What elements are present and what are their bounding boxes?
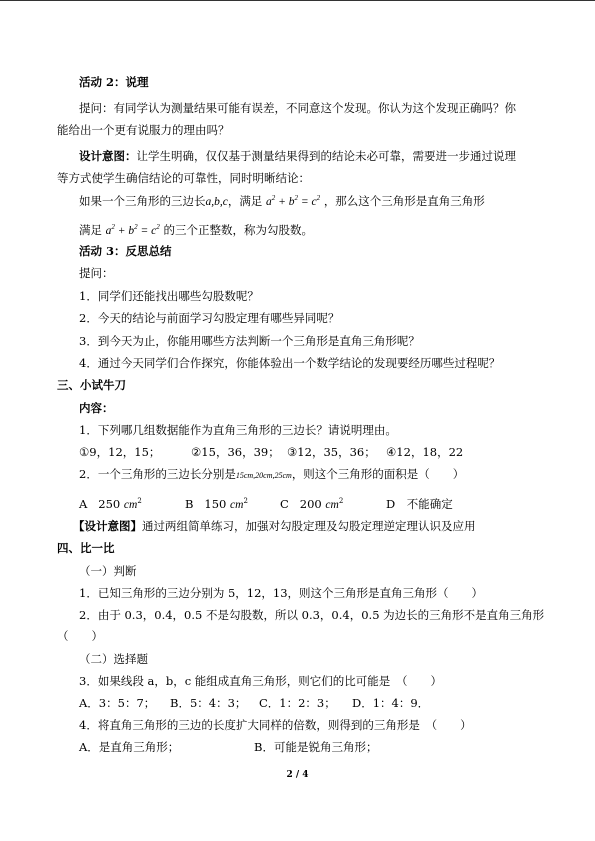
triangle-sides-vars: a,b,c xyxy=(205,196,228,208)
activity2-definition: 满足 $a^2 + b^2 = c^2$ 的三个正整数，称为勾股数。 xyxy=(79,223,313,237)
page-number: 2 / 4 xyxy=(286,770,309,780)
activity2-question-line1: 提问：有同学认为测量结果可能有误差，不同意这个发现。你认为这个发现正确吗？你 xyxy=(79,101,516,115)
c3-option-a: A．3：5：7； xyxy=(79,696,156,710)
c3-option-b: B．5：4：3； xyxy=(170,696,247,710)
section3-q1-options xyxy=(79,444,499,460)
activity3-title: 活动 3：反思总结 xyxy=(79,244,172,258)
section4-part2-title: （二）选择题 xyxy=(79,652,148,666)
activity3-item-4: 4．通过今天同学们合作探究，你能体验出一个数学结论的发现要经历哪些过程呢？ xyxy=(79,356,501,370)
q1-option-4: ④12，18，22 xyxy=(386,445,464,459)
judge-question-2-line1: 2．由于 0.3，0.4，0.5 不是勾股数，所以 0.3，0.4，0.5 为边长的三角形不是直角三角形 xyxy=(79,608,545,622)
section3-question-1: 1．下列哪几组数据能作为直角三角形的三边长？请说明理由。 xyxy=(79,423,397,437)
q2-option-a: A 250 $cm^2$ xyxy=(79,497,142,511)
c3-option-c: C．1：2：3； xyxy=(259,696,336,710)
c4-option-a: A．是直角三角形； xyxy=(79,740,180,754)
choice-question-3-options xyxy=(79,695,499,711)
q1-option-1: ①9，12，15； xyxy=(79,445,161,459)
choice-question-3: 3．如果线段 a，b，c 能组成直角三角形，则它们的比可能是 （ ） xyxy=(79,674,443,688)
activity2-conclusion: 如果一个三角形的三边长a,b,c，满足 $a^2 + b^2 = c^2$ ，那么这个三角形是直角三角形 xyxy=(79,194,485,208)
judge-question-1: 1．已知三角形的三边分别为 5，12，13，则这个三角形是直角三角形（ ） xyxy=(79,586,484,600)
activity3-ask: 提问： xyxy=(79,266,114,280)
section3-q2-options xyxy=(79,496,499,512)
section4-part1-title: （一）判断 xyxy=(79,564,137,578)
q2-option-b: B 150 $cm^2$ xyxy=(185,497,248,511)
section3-content-label: 内容： xyxy=(79,401,114,415)
activity2-question-line2: 能给出一个更有说服力的理由吗？ xyxy=(57,123,230,137)
c3-option-d: D．1：4：9． xyxy=(352,696,430,710)
design-intent-text: 让学生明确，仅仅基于测量结果得到的结论未必可靠，需要进一步通过说理 xyxy=(136,149,516,163)
design-intent-label: 设计意图： xyxy=(79,149,137,163)
section3-design-intent: 【设计意图】通过两组简单练习，加强对勾股定理及勾股定理逆定理认识及应用 xyxy=(73,519,476,533)
activity3-item-2: 2．今天的结论与前面学习勾股定理有哪些异同呢？ xyxy=(79,311,340,325)
judge-question-2-line2: （ ） xyxy=(57,629,103,643)
section3-question-2: 2．一个三角形的三边长分别是15cm,20cm,25cm，则这个三角形的面积是（ ） xyxy=(79,467,465,481)
q1-option-2: ②15，36，39； xyxy=(191,445,280,459)
c4-option-b: B．可能是锐角三角形； xyxy=(254,740,378,754)
section4-heading: 四、比一比 xyxy=(57,541,115,555)
section3-heading: 三、小试牛刀 xyxy=(57,378,126,392)
page-top-border xyxy=(0,0,595,1)
activity3-item-1: 1．同学们还能找出哪些勾股数呢？ xyxy=(79,289,259,303)
pythagorean-equation: $a^2 + b^2 = c^2$ xyxy=(266,194,321,208)
choice-question-4: 4．将直角三角形的三边的长度扩大同样的倍数，则得到的三角形是 （ ） xyxy=(79,718,472,732)
pythagorean-equation: $a^2 + b^2 = c^2$ xyxy=(105,223,160,237)
q2-option-d: D 不能确定 xyxy=(386,497,453,511)
activity2-design-line2: 等方式使学生确信结论的可靠性，同时明晰结论： xyxy=(57,171,310,185)
q1-option-3: ③12，35，36； xyxy=(287,445,376,459)
activity2-design-line1 xyxy=(79,148,516,164)
q2-option-c: C 200 $cm^2$ xyxy=(280,497,344,511)
q2-side-lengths: 15cm,20cm,25cm xyxy=(235,471,292,480)
activity2-title: 活动 2：说理 xyxy=(79,75,149,89)
choice-question-4-options xyxy=(79,739,499,755)
activity3-item-3: 3．到今天为止，你能用哪些方法判断一个三角形是直角三角形呢？ xyxy=(79,334,420,348)
